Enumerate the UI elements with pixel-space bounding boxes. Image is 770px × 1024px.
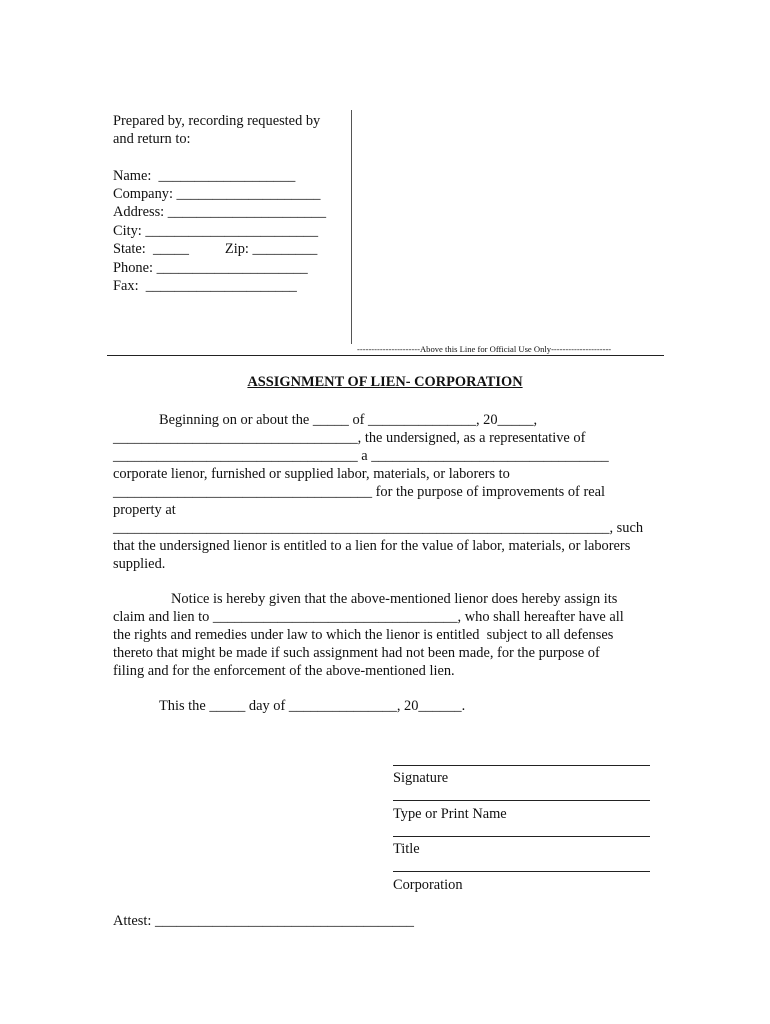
signature-line[interactable]: [393, 765, 650, 766]
para2-line: Notice is hereby given that the above-mentioned lienor does hereby assign its: [171, 591, 618, 607]
para1-line[interactable]: __________________________________, the undersigned, as a representative of: [113, 430, 586, 446]
signature-label: Signature: [393, 770, 449, 786]
print-name-line[interactable]: [393, 800, 650, 801]
corporation-line[interactable]: [393, 871, 650, 872]
header-divider-vertical: [351, 110, 352, 344]
attest-line[interactable]: Attest: ____________________________________: [113, 913, 415, 929]
name-field[interactable]: Name: ___________________: [113, 168, 296, 184]
company-field[interactable]: Company: ____________________: [113, 186, 321, 202]
prepared-by-line2: and return to:: [113, 131, 191, 147]
para1-line[interactable]: __________________________________ a _________________________________: [113, 448, 609, 464]
address-field[interactable]: Address: ______________________: [113, 204, 327, 220]
para2-line: thereto that might be made if such assignment had not been made, for the purpose of: [113, 645, 600, 661]
para2-line[interactable]: claim and lien to __________________________________, who shall hereafter have all: [113, 609, 624, 625]
para1-line[interactable]: ____________________________________ for the purpose of improvements of real: [113, 484, 606, 500]
para1-line: that the undersigned lienor is entitled to a lien for the value of labor, materials, or laborers: [113, 538, 631, 554]
title-line[interactable]: [393, 836, 650, 837]
document-title: ASSIGNMENT OF LIEN- CORPORATION: [247, 374, 523, 390]
prepared-by-line1: Prepared by, recording requested by: [113, 113, 321, 129]
header-divider-horizontal: [107, 355, 664, 356]
date-line[interactable]: This the _____ day of _______________, 20______.: [159, 698, 466, 714]
para1-line: supplied.: [113, 556, 166, 572]
corporation-label: Corporation: [393, 877, 463, 893]
city-field[interactable]: City: ________________________: [113, 223, 319, 239]
print-name-label: Type or Print Name: [393, 806, 507, 822]
para2-line: the rights and remedies under law to which the lienor is entitled subject to all defenses: [113, 627, 614, 643]
para2-line: filing and for the enforcement of the above-mentioned lien.: [113, 663, 455, 679]
para1-line: property at: [113, 502, 176, 518]
para1-line[interactable]: _____________________________________________________________________, such: [113, 520, 644, 536]
para1-line: corporate lienor, furnished or supplied labor, materials, or laborers to: [113, 466, 510, 482]
fax-field[interactable]: Fax: _____________________: [113, 278, 297, 294]
para1-line[interactable]: Beginning on or about the _____ of _______________, 20_____,: [159, 412, 538, 428]
state-zip-field[interactable]: State: _____ Zip: _________: [113, 241, 318, 257]
title-label: Title: [393, 841, 420, 857]
official-use-notice: ----------------------Above this Line for Official Use Only---------------------: [357, 344, 612, 354]
phone-field[interactable]: Phone: _____________________: [113, 260, 308, 276]
